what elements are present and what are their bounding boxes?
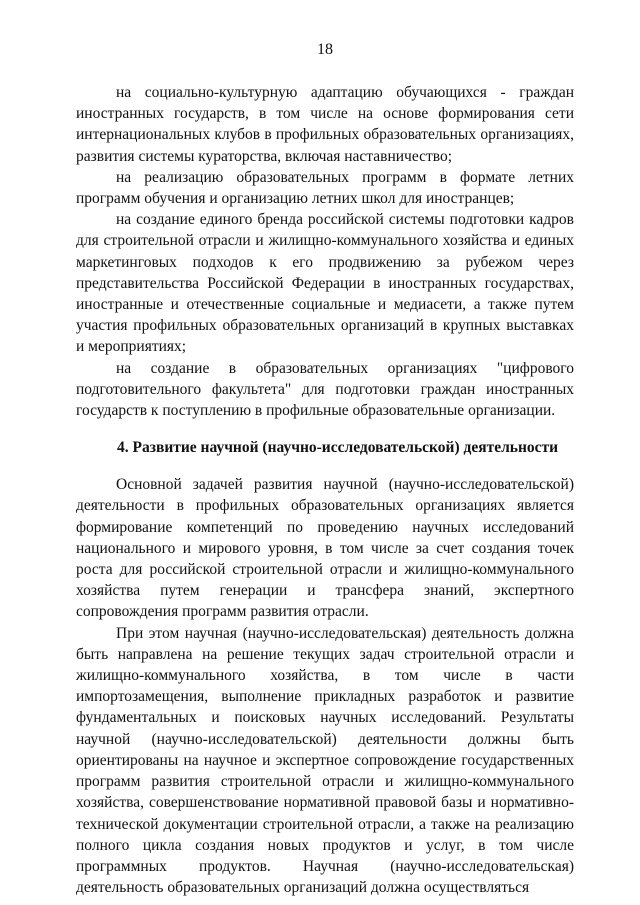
list-item-digital-faculty: на создание в образовательных организациях "цифрового подготовительного факультета" для подготовки граждан иностранных государств к поступлению в профильные образовательные организации.	[76, 359, 574, 420]
paragraph-main-task: Основной задачей развития научной (научно-исследовательской) деятельности в профильных образовательных организациях является формирование компетенций по проведению научных исследований национального и мирового уровня, в том числе за счет создания точек роста для российской строительной отрасли и жилищно-коммунального хозяйства путем генерации и трансфера знаний, экспертного сопровождения программ развития отрасли.	[76, 476, 574, 621]
paragraph-research-direction: При этом научная (научно-исследовательская) деятельность должна быть направлена на решение текущих задач строительной отрасли и жилищно-коммунального хозяйства, в том числе в части импортозамещения, выполнение прикладных разработок и развитие фундаментальных и поисковых научных исследований. Результаты научной (научно-исследовательской) деятельности должны быть ориентированы на научное и экспертное сопровождение государственных программ развития строительной отрасли и жилищно-коммунального хозяйства, совершенствование нормативной правовой базы и нормативно-технической документации строительной отрасли, а также на реализацию полного цикла создания новых продуктов и услуг, в том числе программных продуктов. Научная (научно-исследовательская) деятельность образовательных организаций должна осуществляться	[76, 624, 574, 897]
list-item-summer-programs: на реализацию образовательных программ в формате летних программ обучения и организацию летних школ для иностранцев;	[76, 168, 574, 208]
section-heading: 4. Развитие научной (научно-исследовательской) деятельности	[117, 439, 559, 457]
list-item-adaptation: на социально-культурную адаптацию обучающихся - граждан иностранных государств, в том числе на основе формирования сети интернациональных клубов в профильных образовательных организациях, развития системы кураторства, включая наставничество;	[76, 84, 574, 165]
page-number: 18	[317, 41, 333, 58]
list-item-unified-brand: на создание единого бренда российской системы подготовки кадров для строительной отрасли и жилищно-коммунального хозяйства и единых маркетинговых подходов к его продвижению за рубежом через представительства Российской Федерации в иностранных государствах, иностранные и отечественные социальные и медиасети, а также путем участия профильных образовательных организаций в крупных выставках и мероприятиях;	[76, 211, 574, 356]
